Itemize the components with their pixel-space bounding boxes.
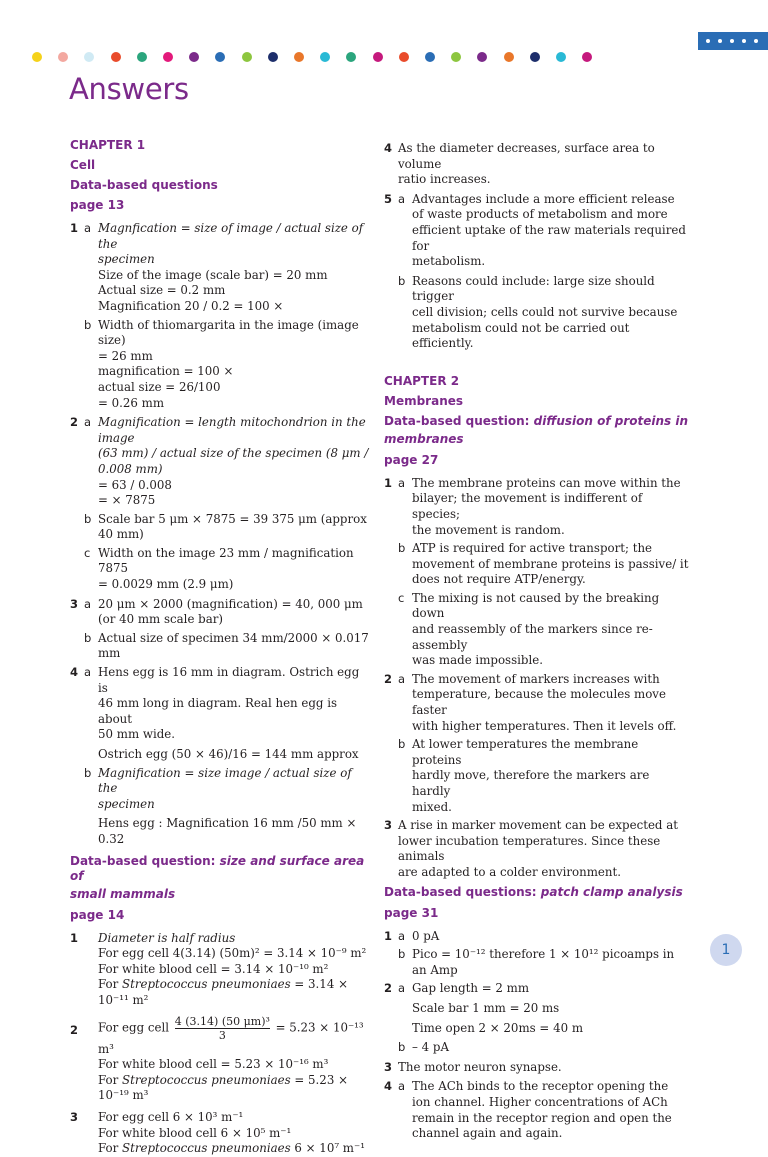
answer-line: For white blood cell = 3.14 × 10⁻¹⁰ m² (98, 961, 329, 976)
answer-line (98, 1141, 370, 1157)
question-number: 2 (384, 671, 393, 686)
answer-line: Width on the image 23 mm / magnification 7875 (98, 545, 354, 576)
chapter-heading: CHAPTER 1 (70, 138, 146, 152)
section-heading (384, 432, 690, 447)
text-run: For (98, 1141, 119, 1156)
answer-line: 0 pA (412, 928, 440, 943)
answer-line: movement of membrane proteins is passive/ it (412, 556, 689, 571)
answer-line: Gap length = 2 mm (412, 981, 530, 996)
part-letter: b (398, 541, 406, 556)
heading-prefix: Data-based questions: (384, 884, 537, 899)
part-letter: a (398, 1079, 406, 1094)
answer-line: metabolism could not be carried out efficiently. (412, 320, 630, 351)
color-dot (294, 52, 304, 62)
chapter-heading: CHAPTER 2 (384, 373, 460, 388)
answer-line: For white blood cell 6 × 10⁵ m⁻¹ (98, 1125, 292, 1140)
color-dot (268, 52, 278, 62)
page-number-badge: 1 (710, 934, 742, 966)
answer-line: ratio increases. (398, 172, 491, 187)
question-number: 5 (384, 191, 393, 206)
part-letter: a (398, 191, 406, 206)
corner-dot (742, 39, 746, 43)
heading-title: patch clamp analysis (540, 884, 683, 899)
text-run: = 5.23 × 10⁻¹⁹ m³ (98, 1072, 348, 1103)
answer-line: 40 mm) (98, 527, 144, 542)
answer-line: Advantages include a more efficient release (412, 191, 675, 206)
part-letter: c (84, 545, 91, 560)
question-number: 4 (384, 141, 393, 155)
page-ref: page 13 (70, 198, 125, 212)
color-dot (32, 52, 42, 62)
answer-item (384, 541, 690, 588)
question-number: 2 (70, 1022, 79, 1037)
answer-line: cell division; cells could not survive because (412, 304, 678, 319)
answer-item (70, 415, 370, 509)
answer-line: For egg cell 4(3.14) (50m)² = 3.14 × 10⁻⁹ m² (98, 946, 367, 961)
question-number: 3 (384, 1059, 393, 1074)
corner-dot (730, 39, 734, 43)
answer-line: A rise in marker movement can be expected at (398, 818, 678, 833)
heading-prefix: Data-based question: (70, 853, 216, 868)
answer-line: Magnification 20 / 0.2 = 100 × (98, 298, 284, 313)
heading-title: size and surface area of (70, 853, 365, 883)
color-dot (373, 52, 383, 62)
answer-line: are adapted to a colder environment. (398, 864, 621, 879)
part-letter: a (398, 671, 406, 686)
answer-item (384, 274, 690, 352)
answer-line: The mixing is not caused by the breaking down (412, 590, 660, 621)
chapter-title: Membranes (384, 393, 464, 408)
answer-line: 46 mm long in diagram. Real hen egg is about (98, 696, 338, 726)
answer-item (70, 1110, 370, 1157)
page-ref: page 27 (384, 452, 439, 467)
color-dot (346, 52, 356, 62)
answer-line: ion channel. Higher concentrations of ACh (412, 1094, 668, 1109)
answer-item (70, 546, 370, 593)
question-number: 4 (384, 1079, 393, 1094)
color-dot (163, 52, 173, 62)
answer-line: = 26 mm (98, 348, 153, 363)
answer-item (70, 766, 370, 848)
answer-line: ATP is required for active transport; the (412, 541, 653, 556)
answer-item (384, 1060, 690, 1076)
answer-line: Time open 2 × 20ms = 40 m (412, 1020, 584, 1035)
answer-line: Hens egg : Magnification 16 mm /50 mm × 0.32 (98, 816, 357, 846)
heading-title: membranes (384, 431, 464, 446)
answer-line: The motor neuron synapse. (398, 1059, 562, 1074)
answer-line: the movement is random. (412, 522, 565, 537)
answer-item (384, 141, 690, 188)
section-heading (70, 887, 370, 902)
answer-line: (63 mm) / actual size of the specimen (8 μm / 0.008 mm) (98, 446, 369, 476)
part-letter: b (398, 737, 406, 752)
answer-line: Pico = 10⁻¹² therefore 1 × 10¹² picoamps in an Amp (412, 947, 675, 977)
section-heading (70, 854, 370, 884)
text-run: = 3.14 × 10⁻¹¹ m² (98, 977, 348, 1007)
answer-item (70, 597, 370, 628)
answer-line: Actual size = 0.2 mm (98, 283, 226, 298)
color-dot (504, 52, 514, 62)
answer-line: efficient uptake of the raw materials required for (412, 222, 686, 253)
text-run: For (98, 977, 119, 992)
answer-item (384, 818, 690, 880)
answer-item (384, 672, 690, 734)
part-letter: b (398, 947, 406, 962)
answer-line: Diameter is half radius (98, 930, 236, 945)
answer-line: lower incubation temperatures. Since these animals (398, 833, 661, 864)
fraction-denominator: 3 (218, 1028, 226, 1042)
answer-line: mixed. (412, 799, 452, 814)
answer-line: remain in the receptor region and open the (412, 1110, 672, 1125)
part-letter: b (398, 1040, 406, 1055)
question-number: 1 (70, 930, 79, 945)
answer-line: Magnification = size image / actual size of the (98, 765, 352, 796)
answer-line: (or 40 mm scale bar) (98, 612, 224, 627)
answer-item (70, 512, 370, 543)
text-run: 6 × 10⁷ m⁻¹ (294, 1141, 365, 1156)
answer-line: For white blood cell = 5.23 × 10⁻¹⁶ m³ (98, 1057, 329, 1072)
corner-dot (754, 39, 758, 43)
section-heading: Data-based questions (70, 178, 218, 192)
color-dot (582, 52, 592, 62)
color-dot (530, 52, 540, 62)
answer-line: For egg cell 6 × 10³ m⁻¹ (98, 1109, 244, 1124)
part-letter: b (84, 765, 92, 780)
question-number: 4 (70, 665, 79, 680)
text-run: = 5.23 × 10⁻¹³ m³ (98, 1020, 364, 1056)
answer-line: Width of thiomargarita in the image (image size) (98, 317, 359, 348)
answer-line: Size of the image (scale bar) = 20 mm (98, 267, 328, 282)
answer-line: of waste products of metabolism and more (412, 207, 668, 222)
answer-item (384, 929, 690, 945)
fraction-numerator: 4 (3.14) (50 μm)³ (174, 1014, 270, 1028)
answer-line: 20 μm × 2000 (magnification) = 40, 000 μm (98, 596, 363, 611)
answer-line: channel again and again. (412, 1126, 563, 1141)
answer-line (98, 1015, 370, 1058)
answer-line: does not require ATP/energy. (412, 572, 586, 587)
answer-line: hardly move, therefore the markers are hardly (412, 768, 650, 798)
section-heading (384, 885, 690, 900)
answer-item (384, 947, 690, 978)
color-dot (242, 52, 252, 62)
answer-line: specimen (98, 252, 155, 267)
part-letter: a (398, 981, 406, 996)
color-dot (58, 52, 68, 62)
answer-item (70, 665, 370, 763)
heading-prefix: Data-based question: (384, 413, 530, 428)
part-letter: a (84, 665, 92, 680)
species-name: Streptococcus pneumoniaes (122, 1141, 291, 1156)
color-dot (477, 52, 487, 62)
part-letter: b (84, 511, 92, 526)
color-dot (451, 52, 461, 62)
answer-item (384, 591, 690, 669)
answer-item (70, 931, 370, 1009)
answer-line: The movement of markers increases with (412, 671, 660, 686)
answer-line: 50 mm wide. (98, 727, 176, 742)
answer-line: specimen (98, 796, 155, 811)
answer-line: At lower temperatures the membrane proteins (412, 737, 639, 767)
part-letter: a (398, 475, 406, 490)
answer-line: actual size = 26/100 (98, 379, 221, 394)
answer-line: = 0.0029 mm (2.9 μm) (98, 577, 234, 592)
right-column (384, 141, 690, 1142)
answer-line: Hens egg is 16 mm in diagram. Ostrich egg is (98, 665, 360, 695)
answer-line: and reassembly of the markers since re-assembly (412, 622, 653, 652)
question-number: 1 (384, 928, 393, 943)
part-letter: c (398, 590, 405, 605)
part-letter: b (84, 630, 92, 645)
text-run: For (98, 1072, 119, 1087)
answer-line: The ACh binds to the receptor opening the (412, 1079, 669, 1094)
question-number: 3 (70, 596, 79, 611)
question-number: 3 (70, 1109, 79, 1124)
question-number: 2 (70, 415, 79, 430)
answer-item (384, 1079, 690, 1141)
answer-item (70, 221, 370, 315)
answer-line: = 0.26 mm (98, 395, 165, 410)
color-dot (84, 52, 94, 62)
answer-item (384, 1040, 690, 1056)
answer-line: metabolism. (412, 254, 486, 269)
heading-title: diffusion of proteins in (533, 413, 689, 428)
answer-item (70, 1015, 370, 1104)
color-dot (399, 52, 409, 62)
color-dot (137, 52, 147, 62)
corner-tab (698, 32, 768, 50)
color-dot (320, 52, 330, 62)
section-heading (384, 414, 690, 429)
answer-line: Scale bar 5 μm × 7875 = 39 375 μm (approx (98, 511, 367, 526)
question-number: 1 (70, 221, 79, 235)
answer-line: Reasons could include: large size should trigger (412, 273, 655, 304)
answer-item (70, 318, 370, 412)
answer-item (384, 981, 690, 1036)
answer-line: Actual size of specimen 34 mm/2000 × 0.017 mm (98, 630, 369, 661)
answer-line: Magnfication = size of image / actual size of the (98, 221, 364, 251)
species-name: Streptococcus pneumoniaes (122, 1072, 291, 1087)
page-ref: page 14 (70, 907, 125, 922)
answer-line: = × 7875 (98, 493, 156, 508)
corner-dot (718, 39, 722, 43)
question-number: 3 (384, 818, 393, 833)
color-dot (425, 52, 435, 62)
answer-line: As the diameter decreases, surface area to volume (398, 141, 655, 171)
part-letter: a (84, 596, 92, 611)
answer-item (70, 631, 370, 662)
color-dot (111, 52, 121, 62)
color-dot (556, 52, 566, 62)
question-number: 2 (384, 981, 393, 996)
answer-line: Scale bar 1 mm = 20 ms (412, 1000, 560, 1015)
text-run: For egg cell (98, 1020, 170, 1035)
page-ref: page 31 (384, 905, 439, 920)
answer-line: with higher temperatures. Then it levels off. (412, 718, 677, 733)
heading-title: small mammals (70, 886, 176, 901)
fraction (175, 1015, 270, 1042)
answer-line: Ostrich egg (50 × 46)/16 = 144 mm approx (98, 747, 359, 761)
color-dot (189, 52, 199, 62)
answer-line: bilayer; the movement is indifferent of species; (412, 491, 643, 521)
chapter-title: Cell (70, 158, 96, 172)
question-number: 1 (384, 475, 393, 490)
answer-line: Magnification = length mitochondrion in the image (98, 415, 366, 445)
part-letter: a (84, 221, 92, 235)
part-letter: a (398, 928, 406, 943)
color-dot (215, 52, 225, 62)
answer-line: temperature, because the molecules move faster (412, 687, 666, 718)
answer-line: = 63 / 0.008 (98, 477, 172, 492)
answer-line (98, 1073, 370, 1104)
answer-item (384, 192, 690, 270)
part-letter: a (84, 415, 92, 430)
answer-line: The membrane proteins can move within the (412, 475, 681, 490)
answer-item (384, 476, 690, 538)
species-name: Streptococcus pneumoniaes (122, 977, 291, 992)
part-letter: b (398, 273, 406, 288)
answer-line: – 4 pA (412, 1040, 449, 1055)
page-title: Answers (69, 72, 189, 106)
answer-line: magnification = 100 × (98, 364, 234, 379)
part-letter: b (84, 317, 92, 332)
answer-line (98, 977, 370, 1008)
answer-line: was made impossible. (412, 653, 543, 668)
answer-item (384, 737, 690, 815)
left-column (70, 138, 370, 1157)
corner-dot (706, 39, 710, 43)
